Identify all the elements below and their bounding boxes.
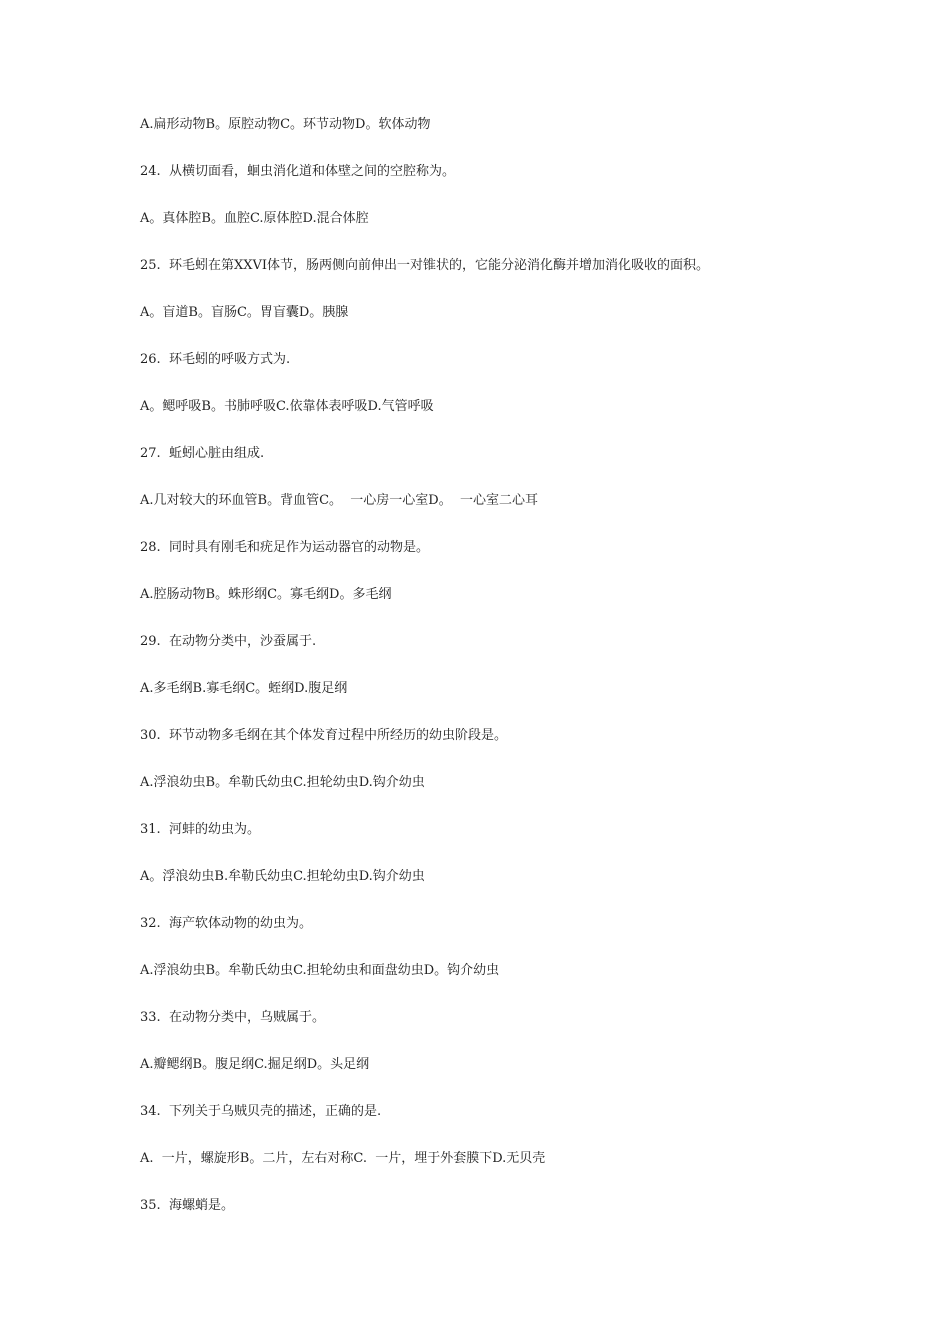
question-29: 29. 在动物分类中，沙蚕属于. [140,634,317,649]
option-line: A.腔肠动物B。蛛形纲C。寡毛纲D。多毛纲 [140,587,392,602]
option-line: A.几对较大的环血管B。背血管C。 一心房一心室D。 一心室二心耳 [140,493,538,508]
option-line: A.扁形动物B。原腔动物C。环节动物D。软体动物 [140,117,431,132]
document-page [140,112,840,1219]
option-line: A.瓣鳃纲B。腹足纲C.掘足纲D。头足纲 [140,1057,370,1072]
question-30: 30. 环节动物多毛纲在其个体发育过程中所经历的幼虫阶段是。 [140,728,507,743]
option-line: A。浮浪幼虫B.牟勒氏幼虫C.担轮幼虫D.钩介幼虫 [140,869,425,884]
option-line: A.浮浪幼虫B。牟勒氏幼虫C.担轮幼虫D.钩介幼虫 [140,775,425,790]
option-line: A。盲道B。盲肠C。胃盲囊D。胰腺 [140,305,349,320]
option-line: A.浮浪幼虫B。牟勒氏幼虫C.担轮幼虫和面盘幼虫D。钩介幼虫 [140,963,500,978]
option-line: A. 一片，螺旋形B。二片，左右对称C. 一片，埋于外套膜下D.无贝壳 [140,1151,546,1166]
option-line: A.多毛纲B.寡毛纲C。蛭纲D.腹足纲 [140,681,348,696]
question-31: 31. 河蚌的幼虫为。 [140,822,260,837]
question-24: 24. 从横切面看，蛔虫消化道和体壁之间的空腔称为。 [140,164,455,179]
option-line: A。真体腔B。血腔C.原体腔D.混合体腔 [140,211,369,226]
option-line: A。鳃呼吸B。书肺呼吸C.依靠体表呼吸D.气管呼吸 [140,399,434,414]
question-35: 35. 海螺蛸是。 [140,1198,234,1213]
question-34: 34. 下列关于乌贼贝壳的描述，正确的是. [140,1104,382,1119]
question-28: 28. 同时具有刚毛和疣足作为运动器官的动物是。 [140,540,429,555]
question-26: 26. 环毛蚓的呼吸方式为. [140,352,291,367]
question-32: 32. 海产软体动物的幼虫为。 [140,916,312,931]
question-25: 25. 环毛蚓在第XXVI体节，肠两侧向前伸出一对锥状的，它能分泌消化酶并增加消化吸收的面积。 [140,258,709,273]
question-33: 33. 在动物分类中，乌贼属于。 [140,1010,325,1025]
question-27: 27. 蚯蚓心脏由组成. [140,446,265,461]
